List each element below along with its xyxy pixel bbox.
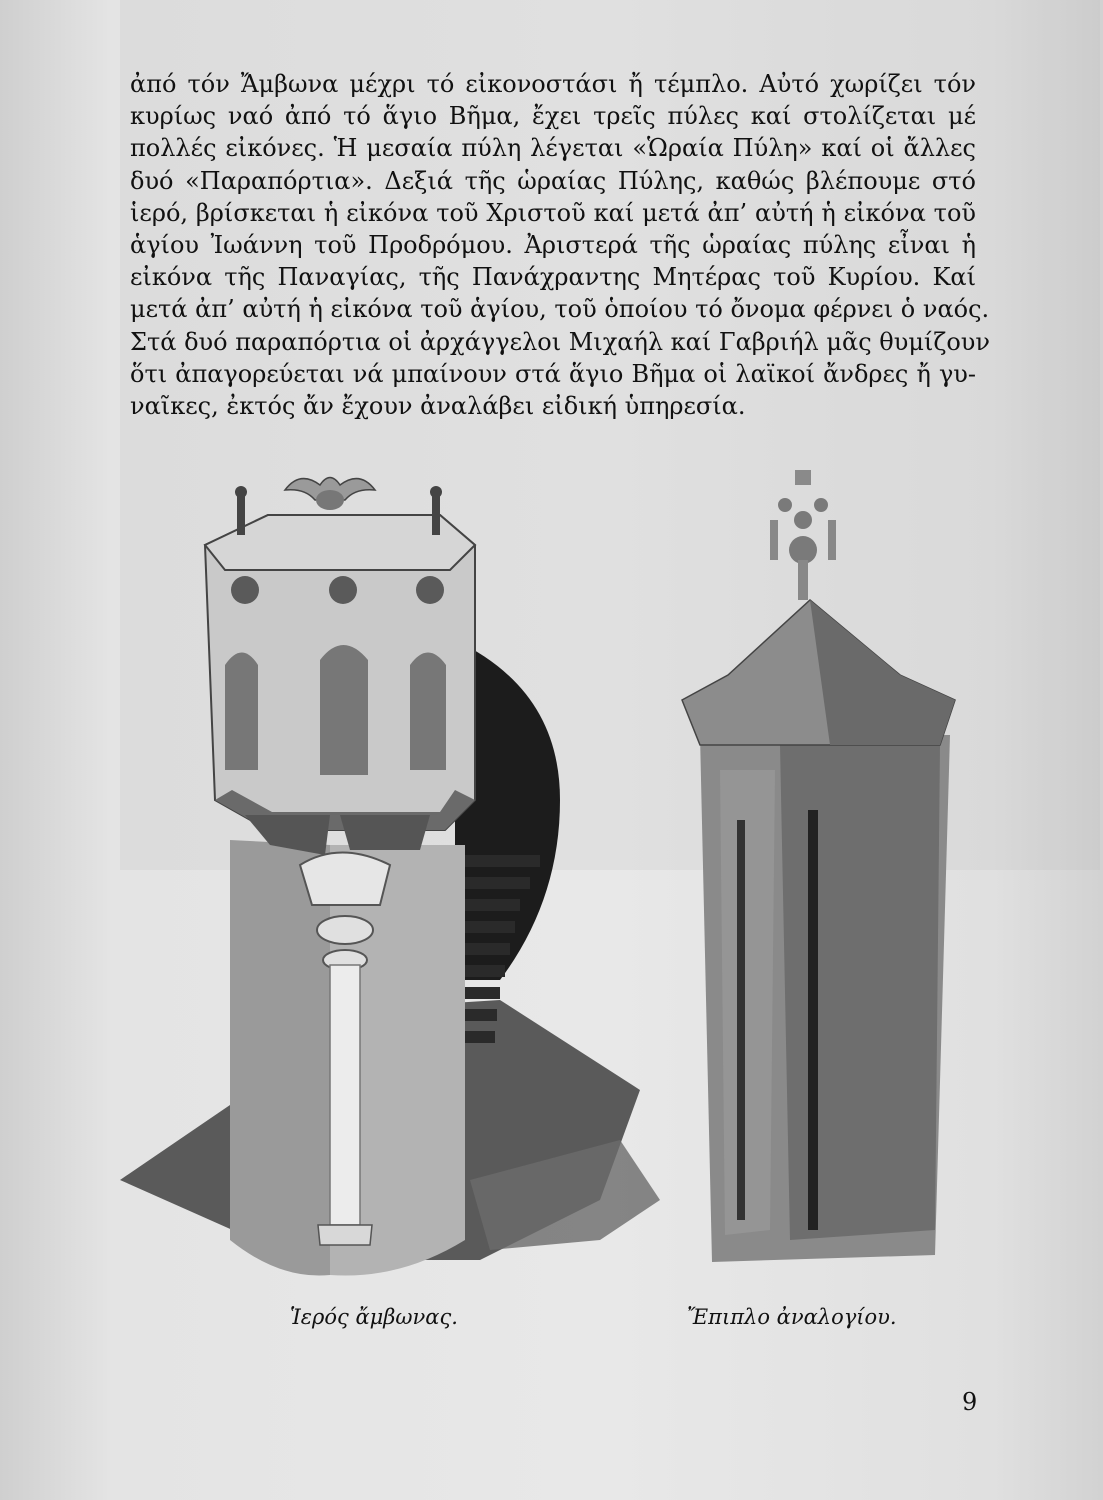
- ambo-pedestal-shaft: [330, 965, 360, 1225]
- lectern-drawing: [682, 470, 955, 1262]
- text-line: ἀπό τόν Ἄμβωνα μέχρι τό εἰκονοστάσι ἤ τέμπλο. Αὐτό χωρίζει τόν: [130, 70, 976, 98]
- ambo-pedestal-cup: [300, 853, 390, 906]
- caption-ambo: Ἱερός ἄμβωνας.: [290, 1305, 458, 1329]
- text-line: Στά δυό παραπόρτια οἱ ἀρχάγγελοι Μιχαήλ καί Γαβριήλ μᾶς θυμίζουν: [130, 327, 990, 356]
- text-line: ἁγίου Ἰωάννη τοῦ Προδρόμου. Ἀριστερά τῆς ὡραίας πύλης εἶναι ἡ: [130, 230, 976, 259]
- text-line: πολλές εἰκόνες. Ἡ μεσαία πύλη λέγεται «Ὡραία Πύλη» καί οἱ ἄλλες: [130, 134, 976, 163]
- body-paragraph: [130, 68, 990, 422]
- text-line: δυό «Παραπόρτια». Δεξιά τῆς ὡραίας Πύλης, καθώς βλέπουμε στό: [130, 166, 976, 195]
- ambo-icon-panel: [320, 645, 368, 775]
- text-line: μετά ἀπ’ αὐτή ἡ εἰκόνα τοῦ ἁγίου, τοῦ ὁποίου τό ὄνομα φέρνει ὁ ναός.: [130, 295, 990, 324]
- text-line: ναῖκες, ἐκτός ἄν ἔχουν ἀναλάβει εἰδική ὑπηρεσία.: [130, 391, 746, 420]
- text-line: κυρίως ναό ἀπό τό ἅγιο Βῆμα, ἔχει τρεῖς πύλες καί στολίζεται μέ: [130, 102, 976, 131]
- caption-lectern: Ἔπιπλο ἀναλογίου.: [687, 1305, 897, 1329]
- ambo-icon-panel: [410, 653, 446, 771]
- text-line: εἰκόνα τῆς Παναγίας, τῆς Πανάχραντης Μητέρας τοῦ Κυρίου. Καί: [130, 263, 976, 292]
- furniture-illustration: [0, 470, 1103, 1350]
- text-line: ὅτι ἀπαγορεύεται νά μπαίνουν στά ἅγιο Βῆμα οἱ λαϊκοί ἄνδρες ἤ γυ-: [130, 359, 976, 388]
- cross-ornament-icon: [770, 470, 836, 600]
- ambo-icon-panel: [225, 653, 258, 771]
- text-line: ἱερό, βρίσκεται ἡ εἰκόνα τοῦ Χριστοῦ καί μετά ἀπ’ αὐτή ἡ εἰκόνα τοῦ: [130, 198, 976, 227]
- page-number: 9: [962, 1388, 978, 1416]
- eagle-icon: [285, 478, 375, 511]
